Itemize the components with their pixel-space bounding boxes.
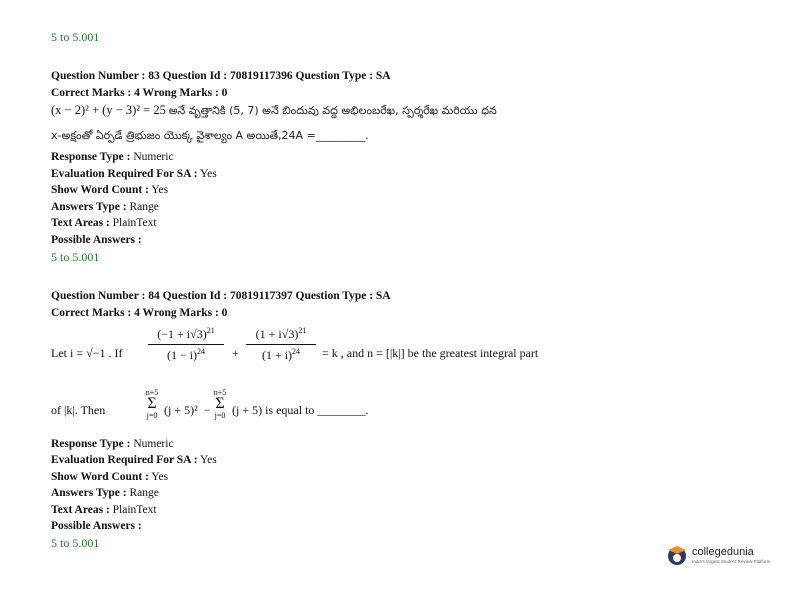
label: Show Word Count : [51, 471, 149, 483]
value: Range [129, 487, 159, 499]
q84-sum2-body: (j + 5) is equal to ________. [232, 403, 369, 417]
sum-upper: n+5 [145, 388, 159, 397]
q84-possible-answers-label: Possible Answers : [51, 520, 142, 532]
q83-marks: Correct Marks : 4 Wrong Marks : 0 [51, 87, 228, 99]
label: Evaluation Required For SA : [51, 454, 198, 466]
num: (1 + i√3) [255, 327, 299, 341]
q83-text-areas [51, 216, 157, 230]
q84-header: Question Number : 84 Question Id : 70819117397 Question Type : SA [51, 290, 391, 302]
q84-evaluation [51, 453, 217, 467]
value: Yes [200, 454, 217, 466]
q83-possible-answer: 5 to 5.001 [51, 250, 100, 264]
q84-fraction-1 [148, 326, 224, 363]
fraction-bar [246, 344, 316, 345]
q84-text-areas [51, 503, 157, 517]
q83-possible-answers-label: Possible Answers : [51, 234, 142, 246]
exp: 24 [197, 347, 206, 356]
q83-show-word-count [51, 183, 168, 197]
q84-fraction-2 [246, 326, 316, 363]
value: PlainText [112, 504, 157, 516]
fraction-numerator [148, 326, 224, 342]
fraction-bar [148, 344, 224, 345]
exp: 21 [206, 326, 215, 335]
q84-possible-answer: 5 to 5.001 [51, 536, 100, 550]
q84-line2-start: of |k|. Then [51, 403, 106, 417]
label: Evaluation Required For SA : [51, 168, 198, 180]
label: Text Areas : [51, 217, 110, 229]
fraction-denominator [246, 347, 316, 363]
sum-lower: j=0 [146, 411, 158, 420]
logo-tagline: India's largest Student Review Platform [692, 559, 771, 564]
sigma-icon: Σ [215, 395, 225, 412]
sigma-icon: Σ [147, 395, 157, 412]
q84-minus-sign: − [204, 403, 211, 417]
value: Numeric [133, 151, 174, 163]
q84-sum1-body: (j + 5)² [164, 403, 198, 417]
q83-question-line1 [51, 103, 497, 118]
label: Text Areas : [51, 504, 110, 516]
q84-sum-2 [210, 388, 230, 420]
value: PlainText [112, 217, 157, 229]
value: Numeric [133, 438, 174, 450]
q83-evaluation [51, 167, 217, 181]
logo-name: collegedunia [692, 546, 754, 558]
den: (1 + i) [261, 348, 293, 362]
value: Yes [151, 471, 169, 483]
q83-question-line2: x-అక్షంతో ఏర్పడే త్రిభుజం యొక్క వైశాల్యం A అయితే,24A =_________. [51, 129, 369, 142]
q84-show-word-count [51, 470, 168, 484]
label: Answers Type : [51, 201, 127, 213]
label: Response Type : [51, 438, 131, 450]
label: Show Word Count : [51, 184, 149, 196]
exp: 21 [298, 326, 307, 335]
fraction-denominator [148, 347, 224, 363]
q84-sum-1 [142, 388, 162, 420]
fraction-numerator [246, 326, 316, 342]
value: Range [129, 201, 159, 213]
q83-telugu-text: అనే వృత్తానికి (5, 7) అనే బిందువు వద్ద అభిలంబరేఖ, స్పర్శరేఖ మరియు ధన [168, 104, 497, 117]
exp: 24 [292, 347, 301, 356]
q83-answers-type [51, 200, 159, 214]
value: Yes [151, 184, 169, 196]
label: Answers Type : [51, 487, 127, 499]
label: Response Type : [51, 151, 131, 163]
q84-response-type [51, 437, 174, 451]
den: (1 − i) [166, 348, 198, 362]
sum-upper: n+5 [213, 388, 227, 397]
q83-equation: (x − 2)² + (y − 3)² = 25 [51, 103, 166, 117]
value: Yes [200, 168, 217, 180]
q84-answers-type [51, 486, 159, 500]
q84-plus-sign: + [232, 346, 239, 360]
q83-response-type [51, 150, 174, 164]
sum-lower: j=0 [214, 411, 226, 420]
num: (−1 + i√3) [157, 327, 207, 341]
q83-header: Question Number : 83 Question Id : 70819117396 Question Type : SA [51, 70, 391, 82]
q84-let-text: Let i = √−1 . If [51, 346, 123, 360]
q84-line1-tail: = k , and n = [|k|] be the greatest integral part [322, 346, 539, 360]
q84-marks: Correct Marks : 4 Wrong Marks : 0 [51, 307, 228, 319]
previous-possible-answer: 5 to 5.001 [51, 30, 100, 44]
